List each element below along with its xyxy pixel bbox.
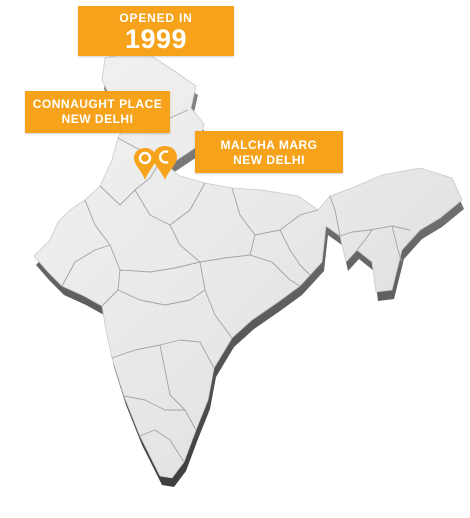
opened-year: 1999 (124, 24, 188, 54)
location-name: MALCHA MARG (220, 138, 318, 152)
location-city: NEW DELHI (233, 153, 305, 167)
opened-in-label: OPENED IN (119, 11, 193, 25)
location-name: CONNAUGHT PLACE (32, 97, 163, 111)
location-city: NEW DELHI (61, 112, 134, 126)
opened-in-badge (78, 6, 234, 56)
location-callout-connaught-place[interactable] (25, 91, 170, 133)
location-callout-malcha-marg[interactable] (195, 131, 343, 173)
